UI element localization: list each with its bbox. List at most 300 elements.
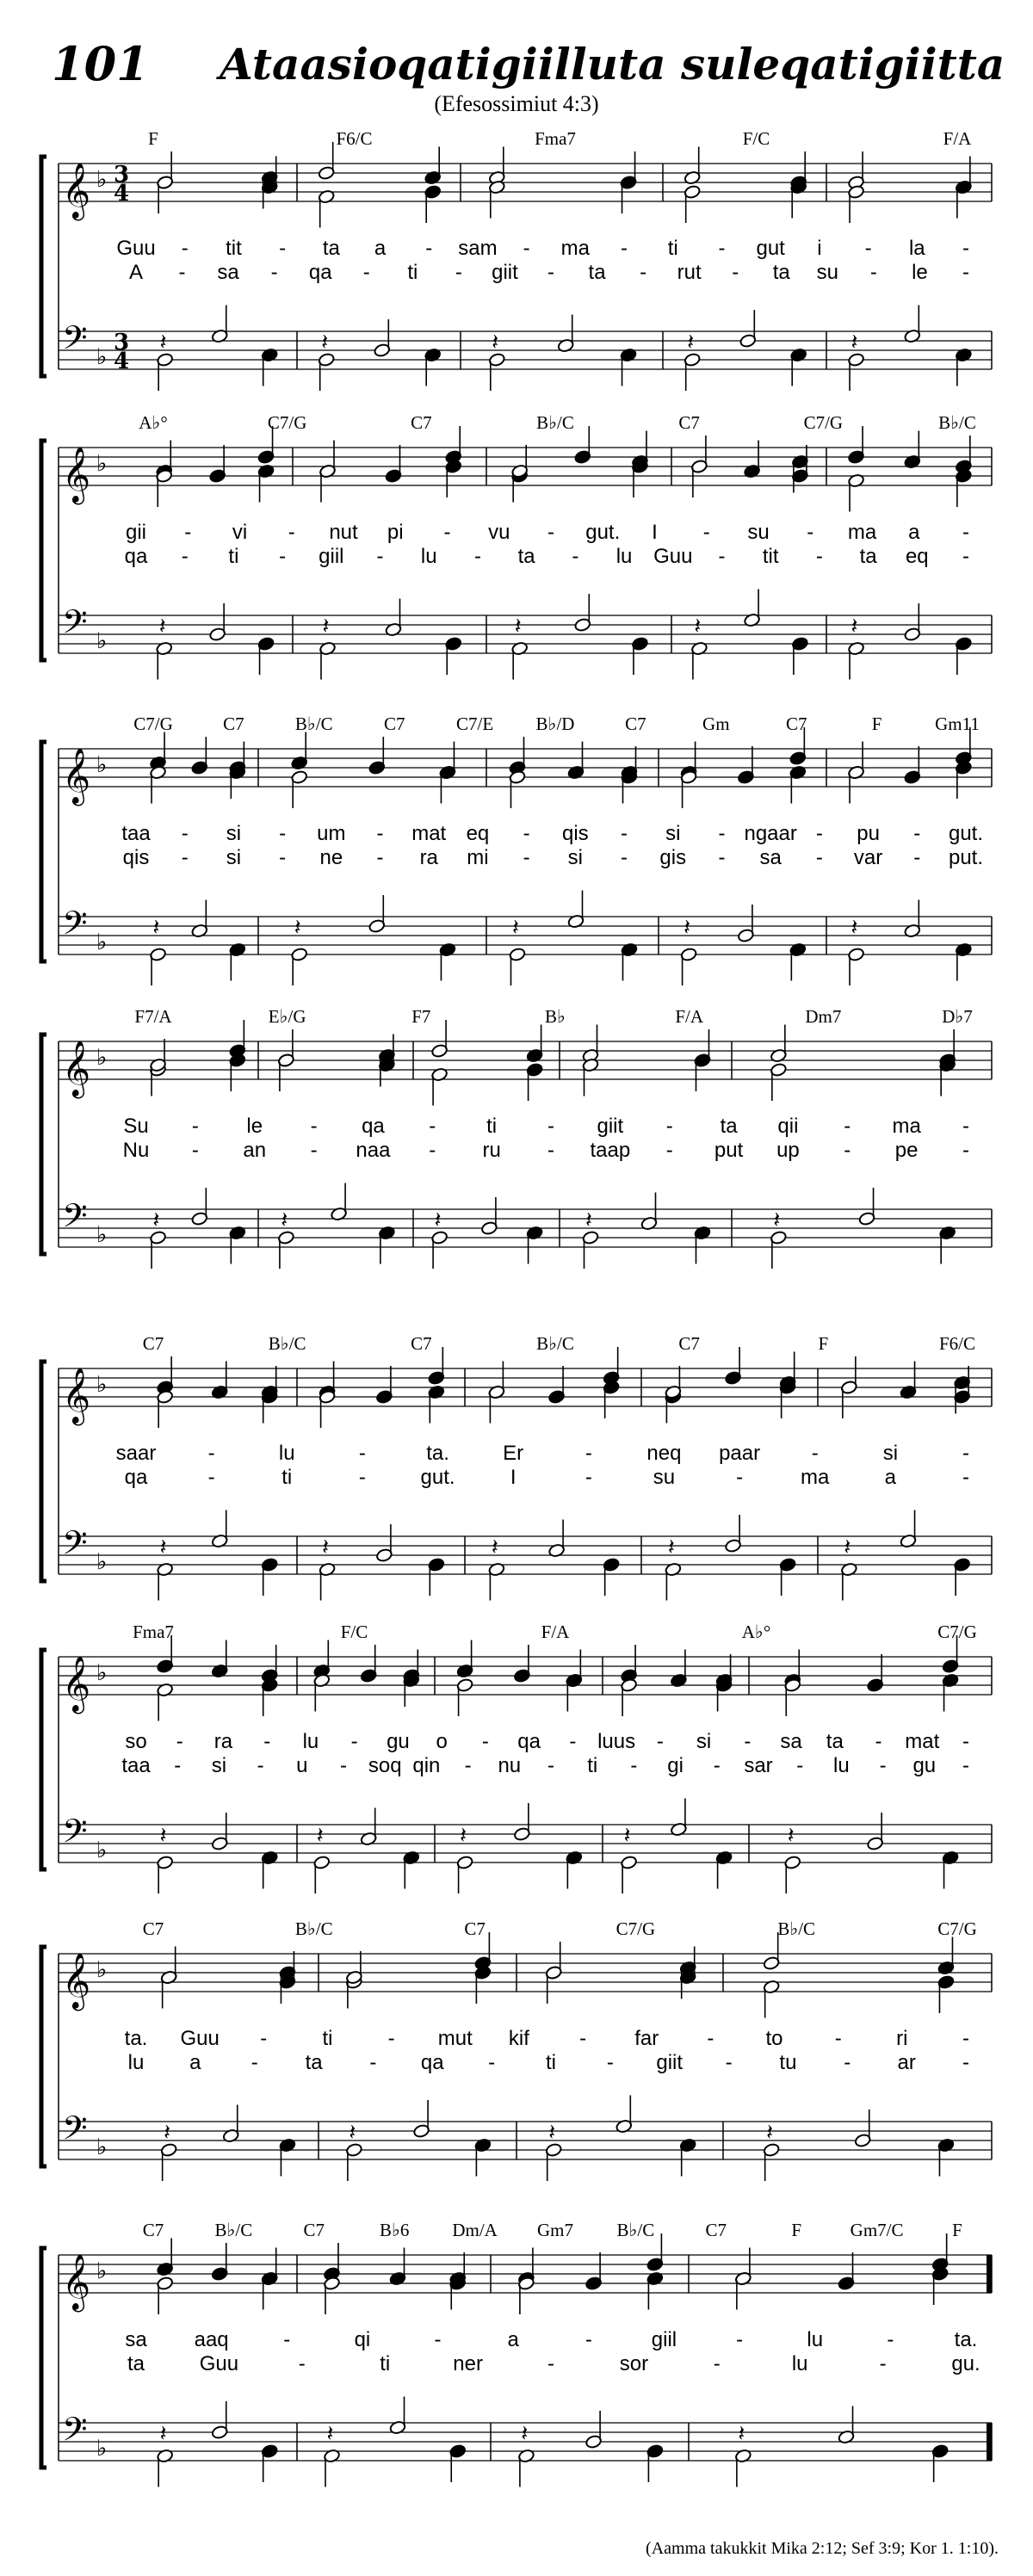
melody-half-note	[488, 147, 505, 186]
lyric-syllable: qii	[777, 1115, 799, 1138]
system-bracket	[41, 1035, 46, 1254]
bass-half-note	[319, 1562, 336, 1601]
alto-quarter-note	[955, 468, 972, 507]
music-system	[41, 1333, 992, 1601]
alto-half-note	[318, 189, 335, 228]
lyric-syllable: Guu	[653, 545, 693, 568]
lyric-syllable: -	[640, 261, 647, 284]
bass-quarter-note	[428, 1557, 445, 1596]
lyric-syllable: qa	[124, 545, 148, 568]
lyric-syllable: a	[189, 2051, 201, 2074]
lyric-syllable: ti	[486, 1115, 498, 1138]
lyric-syllable: gut.	[585, 521, 621, 544]
lyric-line-verse-2	[127, 2352, 980, 2375]
lyric-syllable: kif	[508, 2027, 529, 2050]
tenor-half-note	[191, 900, 208, 939]
lyric-syllable: qa	[517, 1730, 541, 1753]
lyric-syllable: -	[736, 1466, 744, 1489]
music-system	[41, 1918, 992, 2181]
quarter-rest: 𝄽	[326, 2421, 334, 2447]
chord-symbol: F/A	[675, 1006, 704, 1027]
lyric-syllable: qin	[412, 1754, 441, 1777]
lyric-syllable: -	[283, 2328, 291, 2351]
chord-symbol: C7/E	[456, 713, 494, 734]
melody-half-note	[848, 151, 865, 190]
lyric-syllable: -	[279, 846, 287, 869]
lyric-syllable: nut	[329, 521, 358, 544]
lyric-syllable: ta.	[954, 2328, 978, 2351]
melody-quarter-note	[209, 445, 226, 484]
time-signature-top: 3	[114, 330, 130, 355]
bass-quarter-note	[942, 1850, 959, 1889]
alto-half-note	[345, 1970, 362, 2009]
quarter-rest: 𝄽	[738, 2421, 745, 2447]
melody-quarter-note	[848, 426, 865, 465]
lyric-syllable: ner	[453, 2352, 483, 2375]
bass-quarter-note	[439, 942, 456, 981]
lyric-syllable: -	[585, 1466, 592, 1489]
key-flat-icon: ♭	[96, 451, 108, 477]
alto-quarter-note	[937, 1974, 955, 2013]
lyric-syllable: ti	[281, 1466, 293, 1489]
lyric-syllable: -	[621, 237, 628, 260]
tenor-half-note	[209, 603, 226, 642]
lyric-syllable: Guu	[180, 2027, 220, 2050]
lyric-syllable: ra	[419, 846, 438, 869]
cross-reference-footer: (Aamma takukkit Mika 2:12; Sef 3:9; Kor 1. 1:10).	[646, 2539, 999, 2558]
treble-clef-icon: 𝄞	[62, 163, 91, 219]
alto-half-note	[157, 1389, 174, 1428]
melody-quarter-note	[937, 1937, 955, 1976]
bass-quarter-note	[790, 348, 807, 386]
tenor-half-note	[557, 315, 574, 354]
lyric-syllable: a	[908, 521, 920, 544]
lyric-syllable: vi	[232, 521, 248, 544]
chord-symbol: Gm7/C	[850, 2220, 904, 2240]
bass-half-note	[848, 947, 865, 985]
lyric-syllable: si	[665, 822, 681, 845]
music-system	[41, 1006, 992, 1269]
quarter-rest: 𝄽	[159, 330, 167, 355]
chord-symbol: C7/G	[937, 1918, 977, 1939]
lyric-syllable: -	[585, 2328, 592, 2351]
lyric-syllable: o	[436, 1730, 448, 1753]
lyric-syllable: -	[864, 237, 872, 260]
lyric-syllable: su	[816, 261, 839, 284]
treble-clef-icon: 𝄞	[62, 748, 91, 804]
lyric-syllable: -	[718, 545, 726, 568]
final-barline	[987, 2423, 992, 2461]
tenor-half-note	[744, 590, 761, 628]
final-barline	[987, 2255, 992, 2293]
lyric-syllable: -	[844, 1115, 851, 1138]
alto-half-note	[848, 473, 865, 512]
lyric-syllable: eq	[905, 545, 929, 568]
quarter-rest: 𝄽	[773, 1208, 781, 1233]
chord-symbol: B♭/C	[214, 2220, 253, 2240]
tenor-half-note	[739, 310, 757, 349]
lyric-syllable: -	[736, 2328, 744, 2351]
quarter-rest: 𝄽	[158, 614, 166, 639]
chord-symbol: F/A	[943, 128, 972, 149]
bass-quarter-note	[779, 1557, 796, 1596]
lyric-syllable: -	[207, 1466, 215, 1489]
lyric-syllable: -	[362, 261, 370, 284]
lyric-syllable: gu	[912, 1754, 937, 1777]
tenor-half-note	[858, 1188, 875, 1226]
lyric-syllable: Guu	[116, 237, 156, 260]
lyric-syllable: sa	[217, 261, 239, 284]
bass-quarter-note	[526, 1226, 543, 1264]
bass-quarter-note	[229, 1226, 246, 1264]
lyric-syllable: -	[174, 1754, 182, 1777]
melody-quarter-note	[621, 1645, 638, 1683]
alto-quarter-note	[229, 760, 246, 799]
chord-symbol: B♭/C	[268, 1333, 306, 1354]
bass-half-note	[511, 641, 529, 680]
quarter-rest: 𝄽	[851, 915, 858, 941]
lyric-syllable: lu	[791, 2352, 808, 2375]
chord-symbol: F	[148, 128, 158, 149]
tenor-half-note	[385, 599, 402, 638]
lyric-syllable: -	[455, 261, 462, 284]
quarter-rest: 𝄽	[321, 330, 329, 355]
chord-symbol: B♭/C	[777, 1918, 816, 1939]
chord-symbol: C7/G	[133, 713, 173, 734]
lyric-syllable: up	[776, 1139, 800, 1162]
lyric-syllable: ma	[560, 237, 591, 260]
lyric-syllable: -	[665, 1115, 673, 1138]
treble-clef-icon: 𝄞	[62, 1656, 91, 1712]
lyric-syllable: I	[652, 521, 658, 544]
alto-half-note	[784, 1677, 801, 1716]
lyric-syllable: u	[296, 1754, 308, 1777]
tenor-half-note	[548, 1520, 566, 1559]
lyric-syllable: lu	[807, 2328, 824, 2351]
tenor-half-note	[585, 2411, 603, 2449]
melody-quarter-note	[931, 2233, 949, 2272]
lyric-syllable: ta.	[426, 1442, 449, 1465]
chord-symbol: A♭°	[741, 1622, 771, 1642]
chord-symbol: C7/G	[937, 1622, 977, 1642]
tenor-half-note	[904, 603, 921, 642]
lyric-syllable: -	[279, 237, 287, 260]
lyric-syllable: gut	[756, 237, 785, 260]
tenor-half-note	[640, 1193, 658, 1232]
chord-symbol: B♭/C	[294, 713, 333, 734]
lyric-syllable: aaq	[194, 2328, 229, 2351]
alto-half-note	[545, 1965, 562, 2004]
lyric-syllable: sa	[759, 846, 782, 869]
music-system	[41, 1622, 992, 1893]
bass-quarter-note	[954, 1557, 971, 1596]
chord-symbols	[134, 1006, 972, 1027]
lyric-syllable: an	[243, 1139, 267, 1162]
bass-half-note	[690, 641, 708, 680]
chord-symbol: C7	[303, 2220, 325, 2240]
lyric-line-verse-1	[116, 1442, 969, 1465]
lyric-syllable: sa	[780, 1730, 802, 1753]
bass-quarter-note	[449, 2443, 467, 2482]
chord-symbol: Dm/A	[452, 2220, 498, 2240]
tenor-half-note	[904, 900, 921, 939]
tenor-half-note	[480, 1197, 498, 1236]
lyric-syllable: -	[744, 1730, 752, 1753]
bass-quarter-note	[603, 1557, 620, 1596]
system-bracket	[41, 1650, 46, 1869]
lyric-syllable: -	[621, 822, 628, 845]
bass-quarter-note	[679, 2138, 696, 2177]
tenor-half-note	[904, 306, 921, 344]
tenor-half-note	[211, 306, 228, 344]
quarter-rest: 𝄽	[460, 1823, 467, 1849]
chord-symbols	[143, 2220, 962, 2240]
bass-quarter-note	[791, 636, 808, 675]
lyric-syllable: luus	[597, 1730, 636, 1753]
lyric-syllable: I	[510, 1466, 516, 1489]
system-bracket	[41, 157, 46, 376]
chord-symbols	[143, 1333, 975, 1354]
lyric-syllable: nu	[498, 1754, 522, 1777]
chord-symbol: F7/A	[134, 1006, 172, 1027]
hymn-title: Ataasioqatigiilluta suleqatigiitta	[220, 39, 1005, 90]
quarter-rest: 𝄽	[514, 614, 522, 639]
lyric-syllable: ti	[667, 237, 678, 260]
tenor-half-note	[574, 594, 591, 633]
lyric-syllable: -	[718, 822, 726, 845]
lyric-syllable: -	[279, 822, 287, 845]
bass-clef-icon: 𝄢	[62, 2109, 88, 2155]
quarter-rest: 𝄽	[349, 2120, 356, 2146]
melody-quarter-note	[211, 2243, 228, 2282]
quarter-rest: 𝄽	[316, 1823, 324, 1849]
treble-clef-icon: 𝄞	[62, 1953, 91, 2009]
lyric-syllable: sam	[458, 237, 498, 260]
bass-quarter-note	[403, 1850, 420, 1889]
system-bracket	[41, 2248, 46, 2468]
alto-half-note	[431, 1067, 448, 1106]
chord-symbol: B♭/D	[535, 713, 575, 734]
lyric-syllable: ti	[380, 2352, 391, 2375]
alto-half-note	[509, 769, 526, 808]
bass-quarter-note	[279, 2138, 296, 2177]
lyric-syllable: put.	[948, 846, 984, 869]
alto-quarter-note	[621, 765, 638, 804]
chord-symbol: Gm7	[537, 2220, 573, 2240]
lyric-syllable: la	[908, 237, 925, 260]
lyric-syllable: -	[834, 2027, 842, 2050]
lyric-syllable: ne	[319, 846, 343, 869]
alto-quarter-note	[789, 765, 807, 804]
chord-symbol: C7	[678, 412, 700, 433]
tenor-half-note	[211, 2401, 228, 2440]
lyric-syllable: lu	[833, 1754, 850, 1777]
lyric-syllable: gii	[125, 521, 147, 544]
bass-half-note	[509, 947, 526, 985]
lyric-syllable: -	[443, 521, 451, 544]
tenor-half-note	[389, 2397, 406, 2436]
key-flat-icon: ♭	[96, 1838, 108, 1863]
quarter-rest: 𝄽	[623, 1823, 631, 1849]
lyric-syllable: -	[718, 237, 726, 260]
lyric-syllable: -	[184, 521, 192, 544]
alto-quarter-note	[631, 459, 648, 497]
lyric-syllable: lu	[302, 1730, 319, 1753]
hymn-number: 101	[52, 36, 149, 91]
bass-quarter-note	[424, 348, 442, 386]
melody-quarter-note	[150, 732, 167, 771]
key-flat-icon: ♭	[96, 2258, 108, 2284]
lyric-syllable: -	[621, 846, 628, 869]
lyric-syllable: -	[807, 521, 814, 544]
treble-staff	[59, 1041, 992, 1079]
alto-half-note	[277, 1053, 294, 1091]
chord-symbol: C7/G	[615, 1918, 656, 1939]
lyric-syllable: si	[882, 1442, 899, 1465]
alto-quarter-note	[955, 760, 972, 799]
lyric-syllable: ta	[322, 237, 340, 260]
lyric-syllable: -	[181, 237, 189, 260]
melody-quarter-note	[955, 436, 972, 474]
bass-quarter-note	[261, 1850, 278, 1889]
lyric-syllable: ta	[588, 261, 606, 284]
lyric-line-verse-1	[116, 237, 969, 260]
quarter-rest: 𝄽	[844, 1535, 851, 1560]
quarter-rest: 𝄽	[787, 1823, 795, 1849]
lyric-line-verse-2	[123, 846, 983, 869]
alto-half-note	[848, 184, 865, 223]
bass-half-note	[545, 2142, 562, 2181]
lyric-syllable: ti	[587, 1754, 598, 1777]
lyric-syllable: -	[547, 2352, 554, 2375]
chord-symbol: Gm11	[935, 713, 980, 734]
alto-half-note	[517, 2276, 535, 2314]
bass-staff	[59, 2122, 992, 2159]
chord-symbol: C7	[142, 1333, 164, 1354]
chord-symbol: F/C	[340, 1622, 368, 1642]
alto-quarter-note	[449, 2271, 467, 2310]
lyric-syllable: mat	[905, 1730, 940, 1753]
key-flat-icon: ♭	[96, 344, 108, 370]
alto-quarter-note	[403, 1668, 420, 1707]
lyric-syllable: Nu	[122, 1139, 150, 1162]
bass-clef-icon: 𝄢	[62, 904, 88, 950]
lyric-syllable: -	[815, 846, 823, 869]
lyric-syllable: mat	[411, 822, 447, 845]
lyric-syllable: -	[488, 2051, 496, 2074]
quarter-rest: 𝄽	[512, 915, 519, 941]
lyric-syllable: qa	[308, 261, 332, 284]
treble-staff	[59, 1954, 992, 1992]
lyric-syllable: -	[251, 2051, 258, 2074]
lyric-syllable: -	[962, 545, 969, 568]
chord-symbol: F	[871, 713, 882, 734]
quarter-rest: 𝄽	[851, 614, 858, 639]
lyric-syllable: -	[181, 545, 189, 568]
melody-quarter-note	[526, 1025, 543, 1064]
lyric-syllable: ma	[801, 1466, 830, 1489]
alto-quarter-note	[942, 1673, 959, 1712]
bass-quarter-note	[694, 1226, 711, 1264]
melody-quarter-note	[900, 1362, 917, 1400]
lyric-syllable: le	[246, 1115, 263, 1138]
lyric-syllable: ma	[892, 1115, 921, 1138]
bass-quarter-note	[631, 636, 648, 675]
alto-half-note	[160, 1970, 177, 2009]
lyric-syllable: -	[713, 2352, 721, 2375]
melody-quarter-note	[261, 1645, 278, 1683]
bass-half-note	[150, 947, 167, 985]
melody-quarter-note	[157, 1356, 174, 1395]
quarter-rest: 𝄽	[322, 1535, 330, 1560]
lyric-syllable: -	[962, 261, 969, 284]
alto-half-note	[511, 464, 529, 503]
system-bracket	[41, 441, 46, 660]
alto-half-note	[582, 1058, 599, 1096]
key-flat-icon: ♭	[96, 2436, 108, 2462]
chord-symbol: F6/C	[336, 128, 373, 149]
bass-clef-icon: 𝄢	[62, 1196, 88, 1243]
lyric-syllable: tu	[779, 2051, 797, 2074]
tenor-half-note	[854, 2110, 871, 2148]
bass-quarter-note	[474, 2138, 492, 2177]
time-signature-bottom: 4	[114, 181, 130, 207]
lyric-syllable: saar	[115, 1442, 157, 1465]
melody-quarter-note	[191, 737, 208, 775]
lyric-syllable: -	[844, 2051, 851, 2074]
key-flat-icon: ♭	[96, 1372, 108, 1398]
chord-symbol: B♭/C	[536, 412, 574, 433]
melody-quarter-note	[291, 732, 308, 771]
chord-symbol: B♭/C	[294, 1918, 333, 1939]
alto-half-note	[840, 1380, 857, 1418]
alto-quarter-note	[424, 184, 442, 223]
alto-quarter-note	[428, 1385, 445, 1424]
lyric-syllable: qi	[354, 2328, 371, 2351]
alto-half-note	[690, 459, 708, 497]
music-system	[41, 713, 992, 985]
melody-quarter-note	[744, 441, 761, 479]
melody-half-note	[582, 1025, 599, 1064]
bass-half-note	[431, 1230, 448, 1269]
system-bracket	[41, 742, 46, 961]
quarter-rest: 𝄽	[548, 2120, 556, 2146]
alto-quarter-note	[790, 180, 807, 219]
lyric-syllable: ti	[407, 261, 418, 284]
lyric-syllable: -	[260, 2027, 268, 2050]
alto-quarter-note	[439, 765, 456, 804]
lyric-syllable: -	[547, 1139, 554, 1162]
alto-half-note	[680, 769, 697, 808]
alto-half-note	[456, 1677, 473, 1716]
bass-half-note	[345, 2142, 362, 2181]
chord-symbol: B♭	[545, 1006, 566, 1027]
alto-half-note	[665, 1385, 682, 1424]
lyric-syllable: -	[181, 822, 189, 845]
alto-quarter-note	[261, 1385, 278, 1424]
key-flat-icon: ♭	[96, 1222, 108, 1248]
bass-half-note	[763, 2142, 780, 2181]
lyric-syllable: -	[178, 261, 186, 284]
lyric-syllable: -	[350, 1730, 358, 1753]
lyric-syllable: -	[815, 822, 823, 845]
melody-quarter-note	[456, 1640, 473, 1679]
tenor-half-note	[211, 1510, 228, 1549]
lyric-syllable: -	[579, 2027, 587, 2050]
quarter-rest: 𝄽	[159, 1535, 167, 1560]
lyric-syllable: giit	[597, 1115, 624, 1138]
chord-symbols	[143, 1918, 977, 1939]
